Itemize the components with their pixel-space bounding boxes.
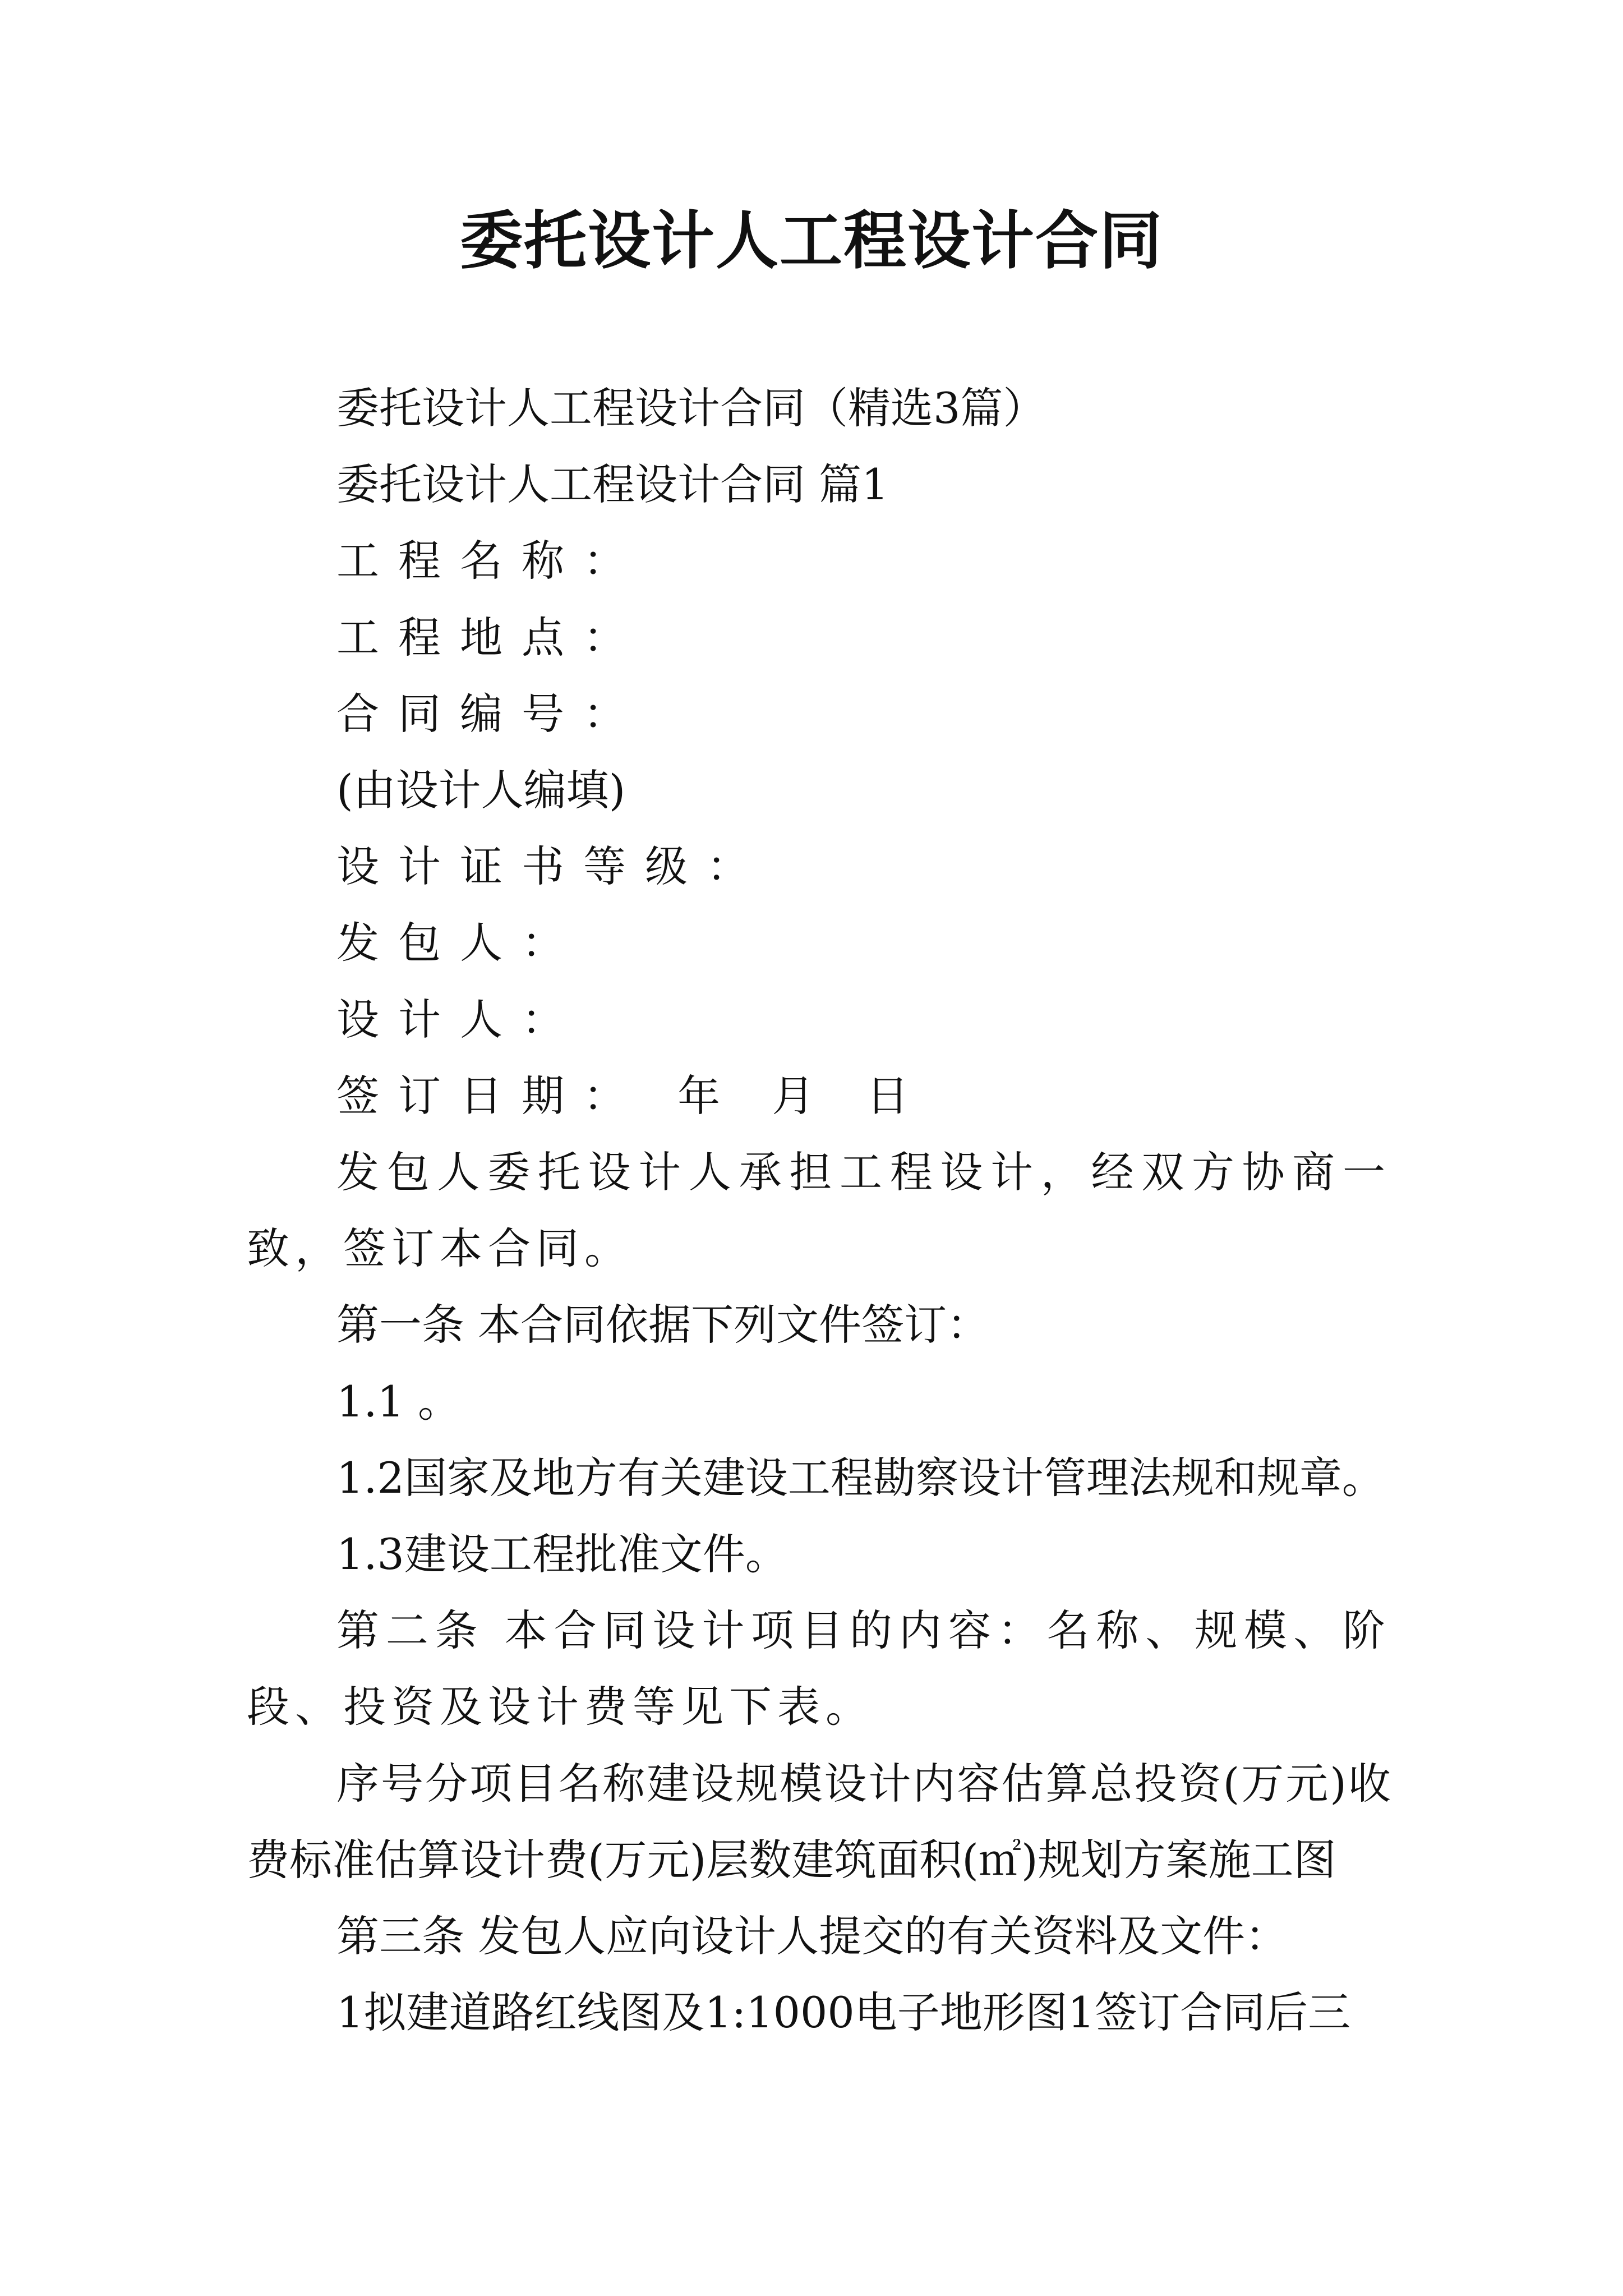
paragraph-item-1-2: 1.2国家及地方有关建设工程勘察设计管理法规和规章。 <box>336 1452 1385 1503</box>
paragraph-article-2: 第二条 本合同设计项目的内容：名称、规模、阶段、投资及设计费等见下表。 <box>247 1605 1391 1732</box>
paragraph-article-3: 第三条 发包人应向设计人提交的有关资料及文件： <box>336 1911 1288 1962</box>
paragraph-section-heading: 委托设计人工程设计合同 篇1 <box>336 459 889 510</box>
field-project-name: 工程名称： <box>336 536 645 586</box>
field-certificate-level: 设计证书等级： <box>336 841 768 892</box>
paragraph-intro: 发包人委托设计人承担工程设计，经双方协商一致，签订本合同。 <box>247 1147 1391 1274</box>
field-signing-date: 签订日期： 年 月 日 <box>336 1070 928 1121</box>
paragraph-item-1-3: 1.3建设工程批准文件。 <box>336 1529 788 1580</box>
field-client: 发包人： <box>336 918 583 968</box>
field-contract-number: 合同编号： <box>336 688 645 739</box>
field-note: (由设计人编填) <box>336 765 626 816</box>
field-project-location: 工程地点： <box>336 612 645 662</box>
paragraph-article-1: 第一条 本合同依据下列文件签订： <box>336 1300 990 1350</box>
field-designer: 设计人： <box>336 994 583 1045</box>
paragraph-item-3-1: 1拟建道路红线图及1:1000电子地形图1签订合同后三 <box>336 1987 1351 2038</box>
paragraph-subtitle: 委托设计人工程设计合同（精选3篇） <box>336 383 1046 433</box>
paragraph-item-1-1: 1.1 。 <box>336 1376 461 1427</box>
document-title: 委托设计人工程设计合同 <box>460 204 1163 278</box>
document-body <box>247 370 1391 2051</box>
paragraph-table-header: 序号分项目名称建设规模设计内容估算总投资(万元)收费标准估算设计费(万元)层数建筑面积(㎡)规划方案施工图 <box>247 1758 1391 1885</box>
